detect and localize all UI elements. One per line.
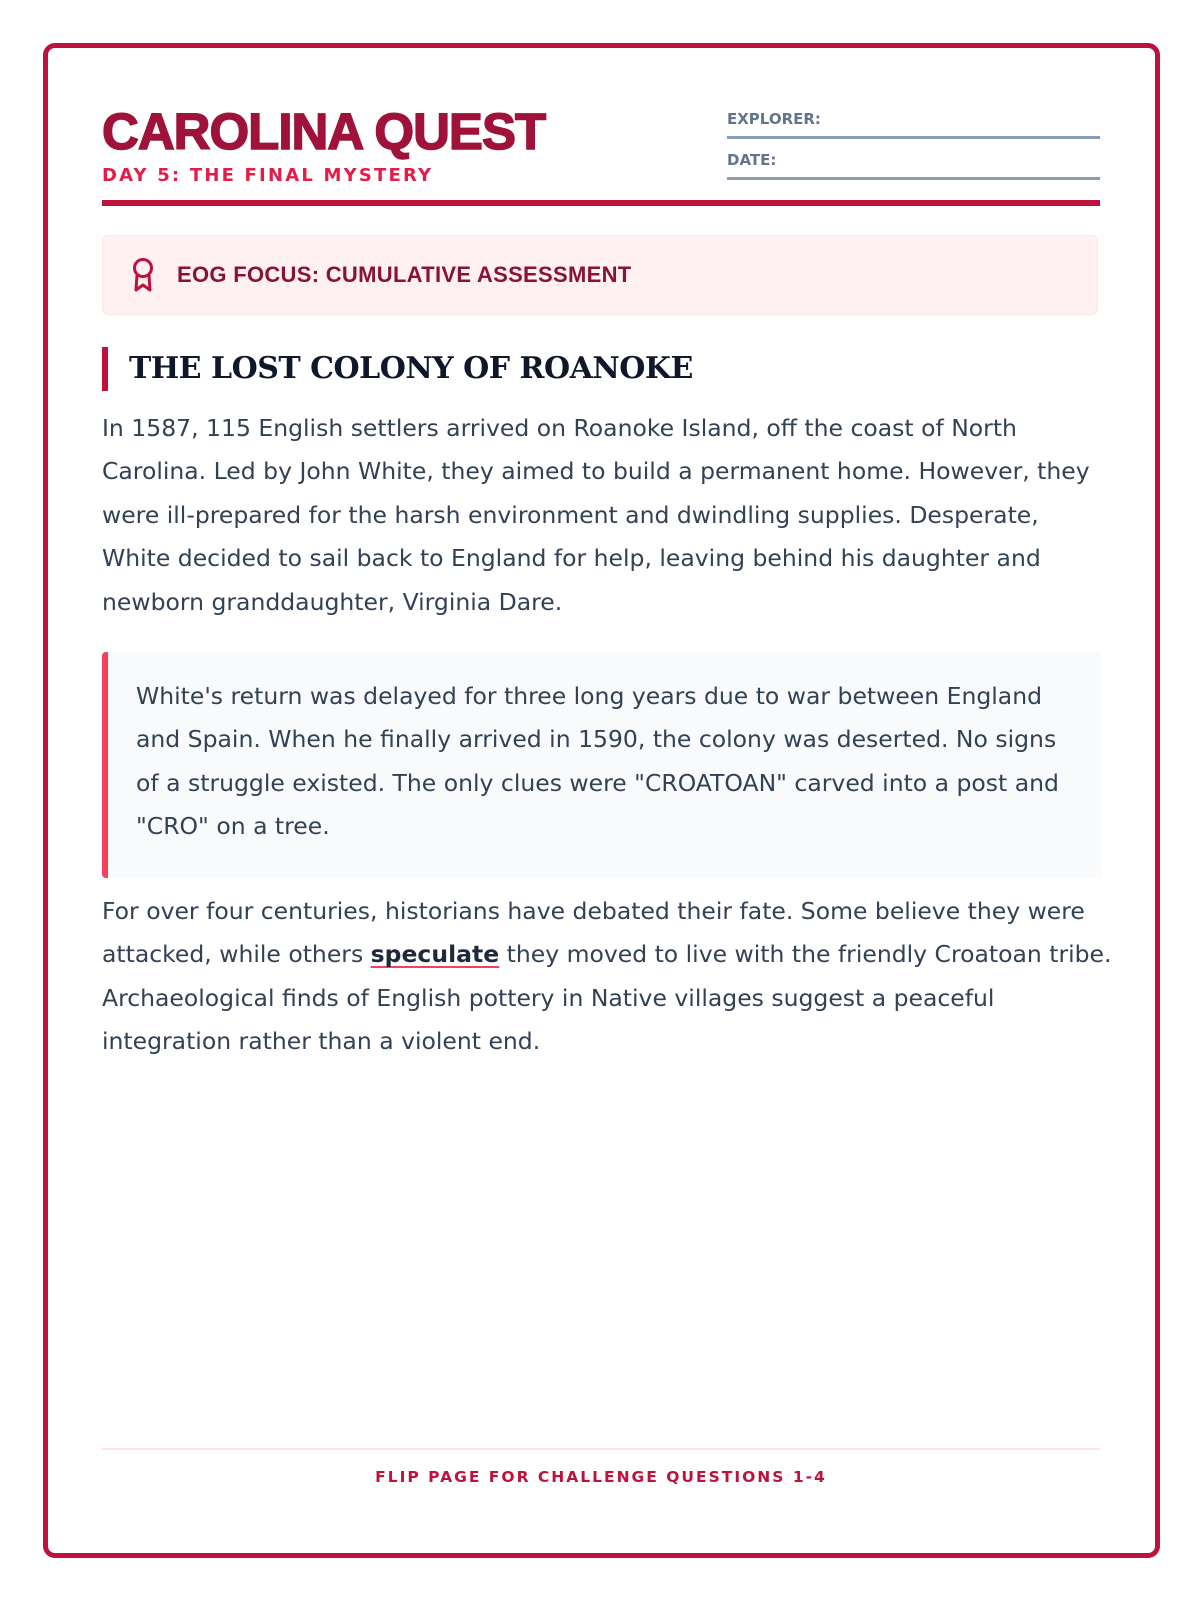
page-title: CAROLINA QUEST (102, 103, 546, 160)
page-subtitle: DAY 5: THE FINAL MYSTERY (102, 165, 434, 186)
paragraph-2-text-b: they moved to live with the friendly Croatoan tribe. Archaeological finds of English pottery in Native villages suggest a peaceful integration rather than a violent end. (102, 940, 1112, 1056)
article-paragraph-2 (102, 890, 1112, 1064)
callout-box (102, 652, 1102, 878)
article-heading: THE LOST COLONY OF ROANOKE (102, 347, 693, 391)
footer-note: FLIP PAGE FOR CHALLENGE QUESTIONS 1-4 (375, 1468, 827, 1486)
explorer-field[interactable] (727, 110, 1100, 139)
callout-text: White's return was delayed for three long years due to war between England and Spain. When he finally arrived in 1590, the colony was deserted. No signs of a struggle existed. The only clues were "CROATOAN" carved into a post and "CRO" on a tree. (136, 682, 1059, 841)
worksheet-card (43, 43, 1160, 1558)
focus-banner-text: EOG FOCUS: CUMULATIVE ASSESSMENT (177, 262, 632, 287)
explorer-label: EXPLORER: (727, 110, 821, 128)
article-paragraph-1: In 1587, 115 English settlers arrived on Roanoke Island, off the coast of North Carolina. Led by John White, they aimed to build a permanent home. However, they were ill-prepared for the harsh environment and dwindling supplies. Desperate, White decided to sail back to England for help, leaving behind his daughter and newborn granddaughter, Virginia Dare. (102, 414, 1090, 616)
focus-banner (102, 235, 1098, 315)
date-label: DATE: (727, 151, 777, 169)
vocabulary-keyword: speculate (370, 940, 500, 969)
paragraph-2-text-a: For over four centuries, historians have debated their fate. Some believe they were attacked, while others (102, 897, 1085, 969)
footer-divider (102, 1448, 1100, 1450)
date-field[interactable] (727, 151, 1100, 180)
award-ribbon-icon (129, 257, 157, 293)
header-divider (102, 200, 1100, 206)
